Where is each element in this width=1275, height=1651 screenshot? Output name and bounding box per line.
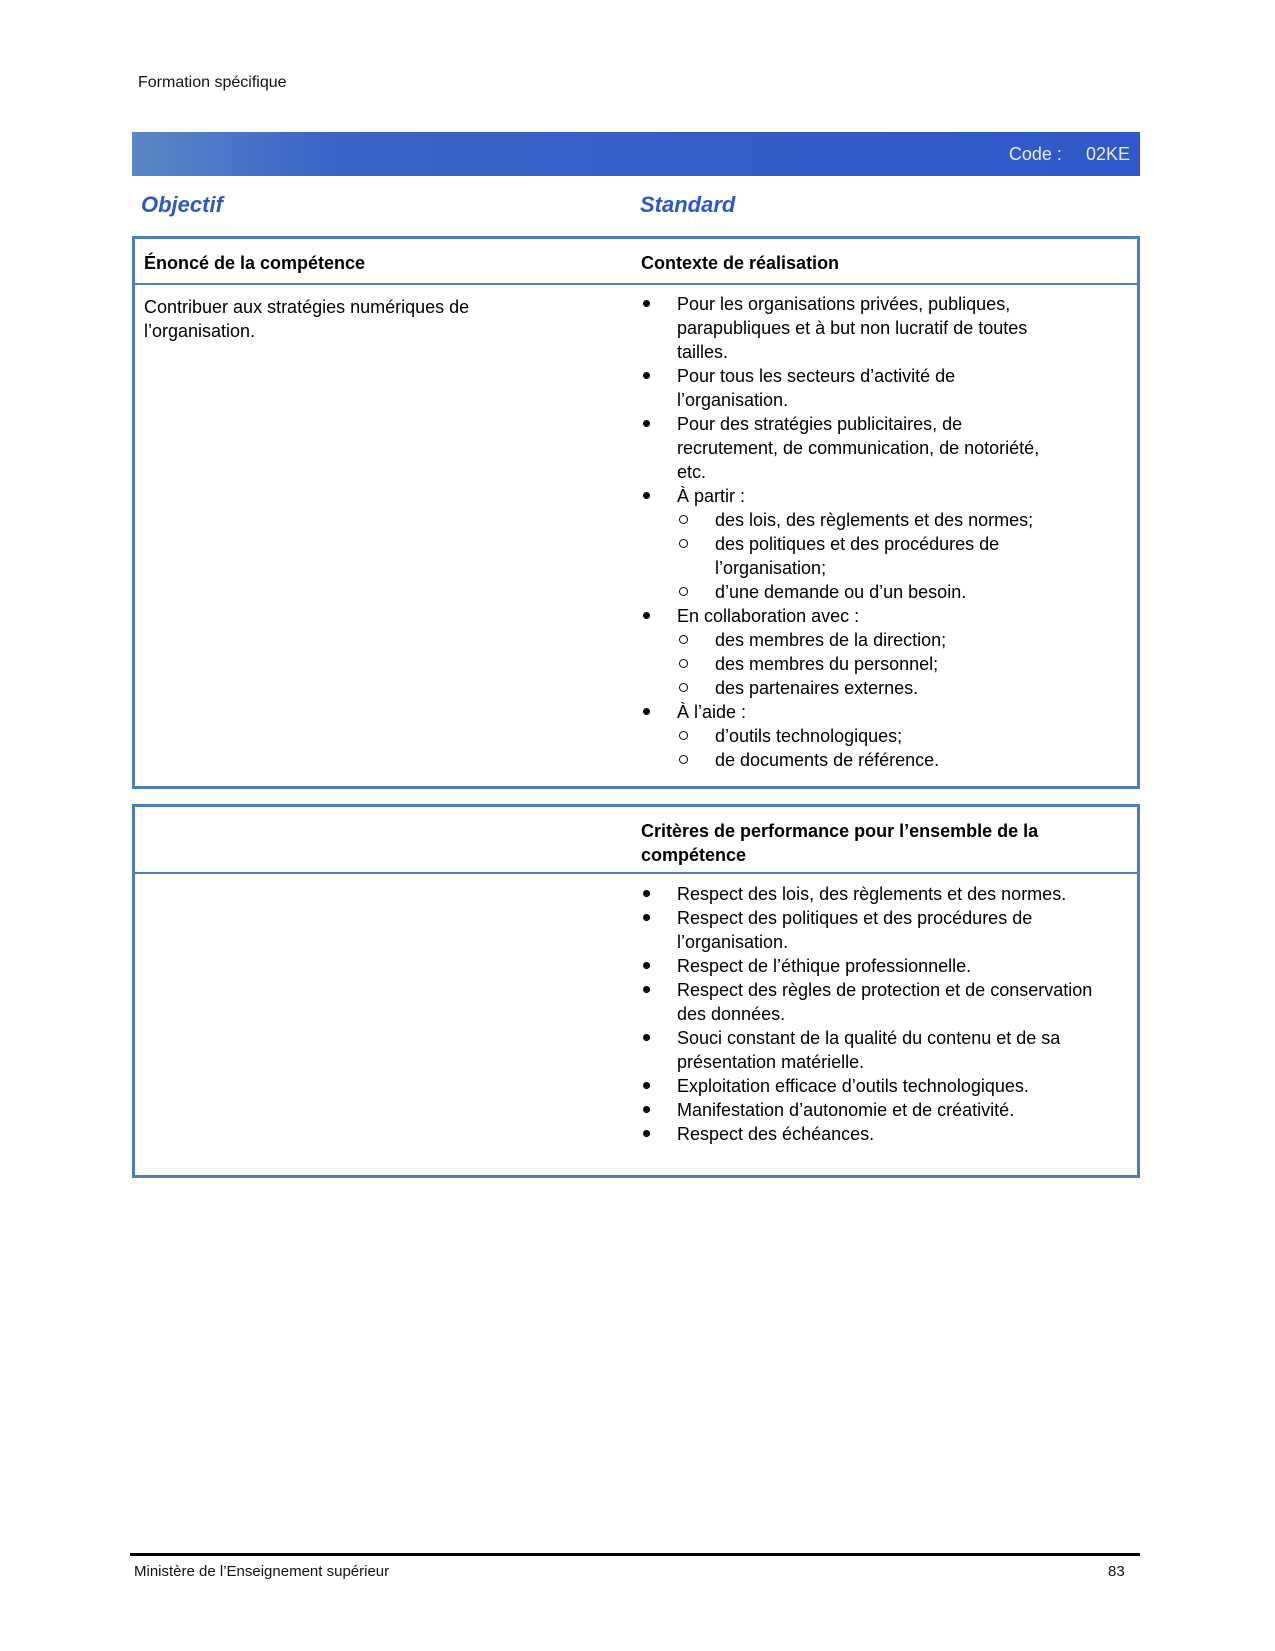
competency-header: Énoncé de la compétence [144, 253, 366, 273]
context-item-text: Pour tous les secteurs d’activité de l’organisation. [677, 366, 956, 410]
objective-title: Objectif [141, 192, 223, 217]
context-item [639, 412, 1049, 484]
context-item [639, 484, 1049, 604]
context-item [639, 364, 1049, 412]
context-sublist [677, 628, 1049, 700]
context-sublist [677, 508, 1049, 604]
code-label [1009, 144, 1130, 165]
criteria-item: Respect des échéances. [639, 1122, 1109, 1146]
criteria-divider [135, 872, 1137, 874]
criteria-item: Respect de l’éthique professionnelle. [639, 954, 1109, 978]
page-number: 83 [1108, 1563, 1125, 1580]
context-item [639, 292, 1049, 364]
criteria-item: Respect des lois, des règlements et des normes. [639, 882, 1109, 906]
criteria-list [639, 882, 1109, 1146]
code-label-text: Code : [1008, 144, 1062, 164]
criteria-item: Exploitation efficace d’outils technologiques. [639, 1074, 1109, 1098]
header-divider [135, 283, 1137, 285]
context-list [639, 292, 1049, 772]
criteria-list-wrap [639, 882, 1109, 1146]
footer-rule [130, 1553, 1140, 1556]
context-item [639, 700, 1049, 772]
section-header: Formation spécifique [138, 74, 287, 91]
criteria-item: Respect des politiques et des procédures de l’organisation. [639, 906, 1109, 954]
context-item-text: Pour des stratégies publicitaires, de recrutement, de communication, de notoriété, etc. [677, 414, 1040, 482]
context-item-text: Pour les organisations privées, publiques, parapubliques et à but non lucratif de toutes tailles. [677, 294, 1028, 362]
context-subitem: des politiques et des procédures de l’organisation; [677, 532, 1049, 580]
context-subitem: d’outils technologiques; [677, 724, 1049, 748]
criteria-item: Souci constant de la qualité du contenu et de sa présentation matérielle. [639, 1026, 1109, 1074]
context-subitem: des lois, des règlements et des normes; [677, 508, 1049, 532]
context-subitem: d’une demande ou d’un besoin. [677, 580, 1049, 604]
criteria-item: Manifestation d’autonomie et de créativité. [639, 1098, 1109, 1122]
competency-statement: Contribuer aux stratégies numériques de l’organisation. [144, 297, 470, 341]
context-sublist [677, 724, 1049, 772]
criteria-header: Critères de performance pour l’ensemble de la compétence [641, 821, 1039, 865]
code-value: 02KE [1085, 144, 1130, 164]
competency-table [132, 236, 1140, 789]
footer-ministry: Ministère de l’Enseignement supérieur [134, 1563, 390, 1580]
context-subitem: de documents de référence. [677, 748, 1049, 772]
context-item-text: En collaboration avec : [677, 606, 860, 626]
standard-title: Standard [640, 192, 736, 217]
context-subitem: des partenaires externes. [677, 676, 1049, 700]
criteria-item: Respect des règles de protection et de conservation des données. [639, 978, 1109, 1026]
context-list-wrap [639, 292, 1049, 772]
context-header: Contexte de réalisation [641, 253, 840, 273]
context-item [639, 604, 1049, 700]
context-subitem: des membres du personnel; [677, 652, 1049, 676]
code-bar [132, 132, 1140, 176]
context-item-text: À l’aide : [677, 702, 747, 722]
context-subitem: des membres de la direction; [677, 628, 1049, 652]
context-item-text: À partir : [677, 486, 746, 506]
criteria-table [132, 804, 1140, 1178]
